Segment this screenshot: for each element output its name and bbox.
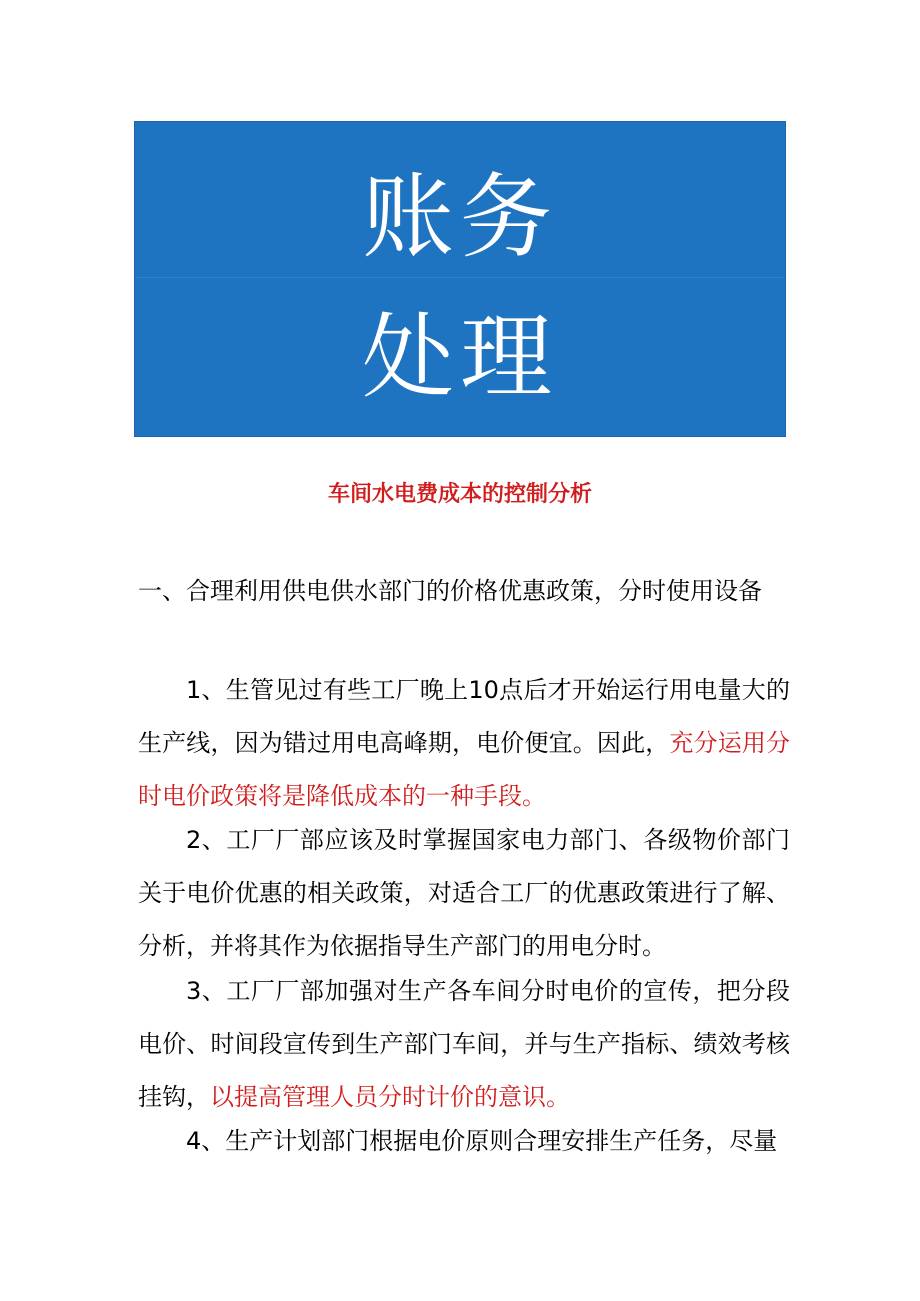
paragraph-4-text: 4、生产计划部门根据电价原则合理安排生产任务，尽量 [186,1127,778,1155]
section-heading: 一、合理利用供电供水部门的价格优惠政策，分时使用设备 [138,577,762,605]
paragraph-1-highlight: 充分运用分时电价政策将是降低成本的一种手段。 [138,729,791,810]
banner-title-line-1: 账务 [361,164,558,271]
paragraph-1-text: 1、生管见过有些工厂晚上10点后才开始运行用电量大的生产线，因为错过用电高峰期，电价便宜。因此， [138,676,790,757]
paragraph-1 [138,664,790,823]
paragraph-2 [138,814,790,973]
paragraph-2-text: 2、工厂厂部应该及时掌握国家电力部门、各级物价部门关于电价优惠的相关政策，对适合工厂的优惠政策进行了解、分析，并将其作为依据指导生产部门的用电分时。 [138,826,790,960]
paragraph-3 [138,965,790,1124]
paragraph-3-highlight: 以提高管理人员分时计价的意识。 [210,1083,570,1111]
paragraph-3-text: 3、工厂厂部加强对生产各车间分时电价的宣传，把分段电价、时间段宣传到生产部门车间，并与生产指标、绩效考核挂钩， [138,977,790,1111]
banner-title-line-2: 处理 [361,304,558,411]
title-banner [134,121,786,437]
paragraph-4 [138,1115,790,1168]
banner-divider [135,277,785,278]
document-title: 车间水电费成本的控制分析 [327,482,592,507]
